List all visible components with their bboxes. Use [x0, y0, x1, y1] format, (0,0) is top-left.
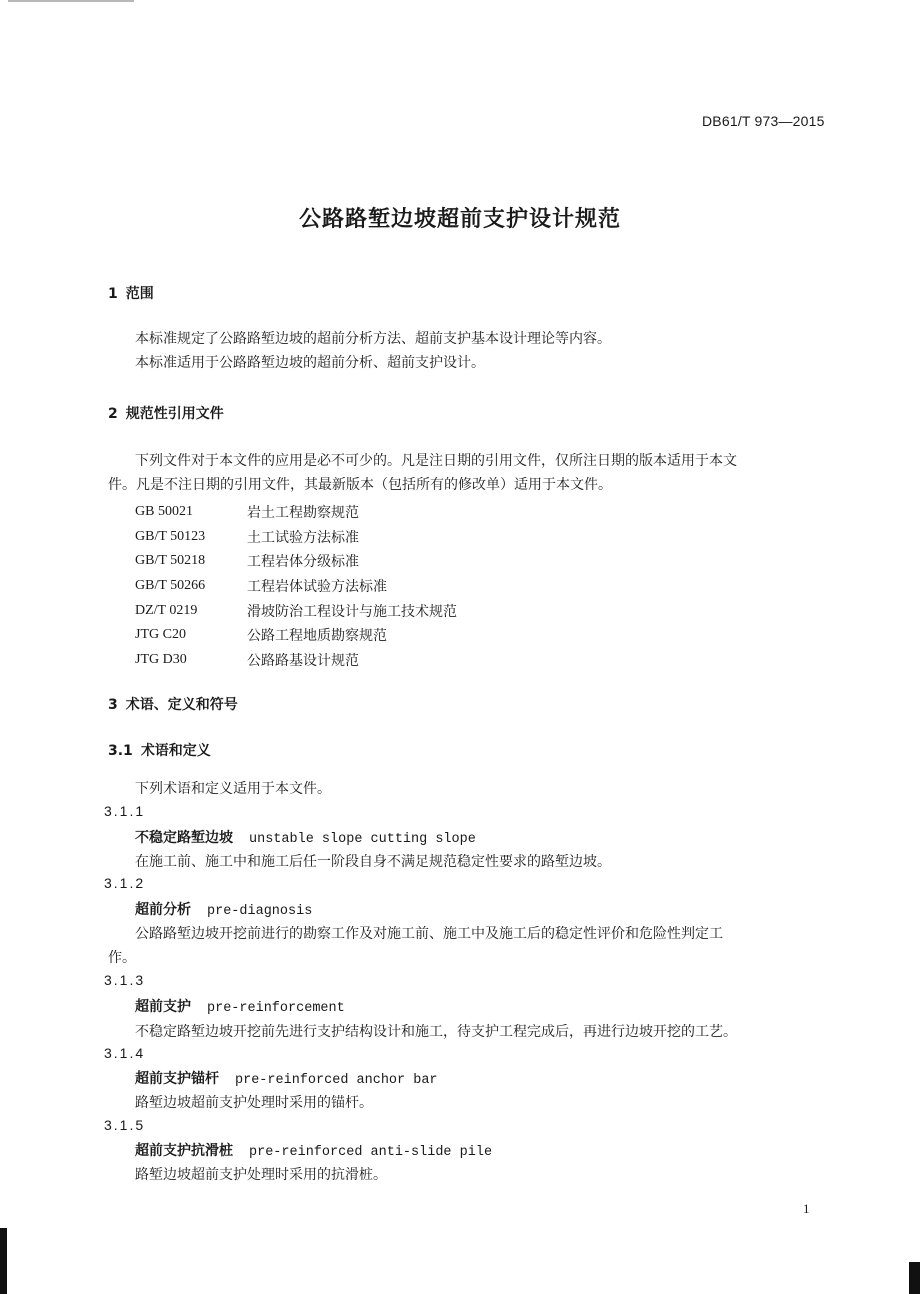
- term-definition: 作。: [108, 950, 136, 966]
- reference-name: 土工试验方法标准: [247, 529, 359, 546]
- section-2-intro-line: 下列文件对于本文件的应用是必不可少的。凡是注日期的引用文件，仅所注日期的版本适用于本文: [135, 453, 737, 469]
- section-1-paragraph: 本标准适用于公路路堑边坡的超前分析、超前支护设计。: [135, 355, 485, 371]
- term-chinese: 超前分析: [135, 902, 191, 918]
- reference-item: [135, 500, 457, 525]
- section-title: 术语、定义和符号: [125, 697, 238, 713]
- reference-code: JTG C20: [135, 627, 186, 643]
- reference-item: [135, 549, 457, 574]
- page-number: 1: [803, 1201, 810, 1216]
- reference-name: 工程岩体试验方法标准: [247, 579, 387, 596]
- section-3-heading: [108, 694, 238, 714]
- reference-code: GB/T 50123: [135, 528, 206, 544]
- term-number: 3.1.4: [104, 1045, 146, 1061]
- reference-code: DZ/T 0219: [135, 602, 198, 618]
- scan-edge-mark-right: [909, 1262, 920, 1294]
- reference-item: [135, 598, 457, 623]
- term-english: pre-reinforcement: [207, 1001, 345, 1016]
- term-heading: [135, 827, 476, 847]
- reference-item: [135, 574, 457, 599]
- section-1-paragraph: 本标准规定了公路路堑边坡的超前分析方法、超前支护基本设计理论等内容。: [135, 331, 611, 347]
- subsection-3-1-heading: [108, 740, 211, 760]
- section-number: 1: [108, 286, 118, 302]
- term-english: pre-reinforced anchor bar: [235, 1073, 438, 1088]
- section-title: 规范性引用文件: [125, 406, 224, 422]
- reference-item: [135, 623, 457, 648]
- reference-name: 工程岩体分级标准: [247, 554, 359, 571]
- reference-name: 公路路基设计规范: [247, 652, 359, 669]
- normative-reference-list: [135, 500, 457, 672]
- term-heading: [135, 899, 312, 919]
- section-number: 3: [108, 697, 118, 713]
- term-definition: 路堑边坡超前支护处理时采用的锚杆。: [135, 1095, 373, 1111]
- reference-item: [135, 648, 457, 673]
- term-chinese: 不稳定路堑边坡: [135, 830, 233, 846]
- term-chinese: 超前支护锚杆: [135, 1071, 219, 1087]
- section-2-heading: [108, 403, 224, 423]
- term-number: 3.1.3: [104, 972, 146, 988]
- reference-code: GB/T 50266: [135, 578, 206, 594]
- term-definition: 不稳定路堑边坡开挖前先进行支护结构设计和施工，待支护工程完成后，再进行边坡开挖的工艺。: [135, 1024, 737, 1040]
- subsection-title: 术语和定义: [140, 743, 211, 759]
- term-definition: 在施工前、施工中和施工后任一阶段自身不满足规范稳定性要求的路堑边坡。: [135, 854, 611, 870]
- term-english: pre-reinforced anti-slide pile: [249, 1145, 493, 1160]
- reference-item: [135, 525, 457, 550]
- reference-code: JTG D30: [135, 651, 187, 667]
- term-definition: 路堑边坡超前支护处理时采用的抗滑桩。: [135, 1167, 387, 1183]
- term-chinese: 超前支护: [135, 999, 191, 1015]
- term-heading: [135, 1140, 492, 1160]
- reference-name: 岩土工程勘察规范: [247, 505, 359, 522]
- term-heading: [135, 996, 345, 1016]
- term-definition: 公路路堑边坡开挖前进行的勘察工作及对施工前、施工中及施工后的稳定性评价和危险性判定工: [135, 926, 723, 942]
- reference-code: GB 50021: [135, 504, 193, 520]
- term-number: 3.1.2: [104, 875, 146, 891]
- term-english: unstable slope cutting slope: [249, 832, 476, 847]
- section-1-heading: [108, 283, 154, 303]
- document-title: 公路路堑边坡超前支护设计规范: [298, 207, 621, 232]
- term-english: pre-diagnosis: [207, 904, 313, 919]
- scan-artifact-line: [8, 0, 134, 2]
- reference-name: 公路工程地质勘察规范: [247, 628, 387, 645]
- term-number: 3.1.5: [104, 1117, 146, 1133]
- section-title: 范围: [125, 286, 154, 302]
- subsection-intro: 下列术语和定义适用于本文件。: [135, 781, 331, 797]
- document-code: DB61/T 973—2015: [702, 113, 825, 129]
- subsection-number: 3.1: [108, 743, 133, 759]
- section-2-intro-line: 件。凡是不注日期的引用文件，其最新版本（包括所有的修改单）适用于本文件。: [108, 477, 612, 493]
- term-number: 3.1.1: [104, 803, 146, 819]
- reference-name: 滑坡防治工程设计与施工技术规范: [247, 603, 457, 620]
- section-number: 2: [108, 406, 118, 422]
- scan-edge-mark-left: [0, 1228, 7, 1294]
- reference-code: GB/T 50218: [135, 553, 206, 569]
- term-chinese: 超前支护抗滑桩: [135, 1143, 233, 1159]
- term-heading: [135, 1068, 438, 1088]
